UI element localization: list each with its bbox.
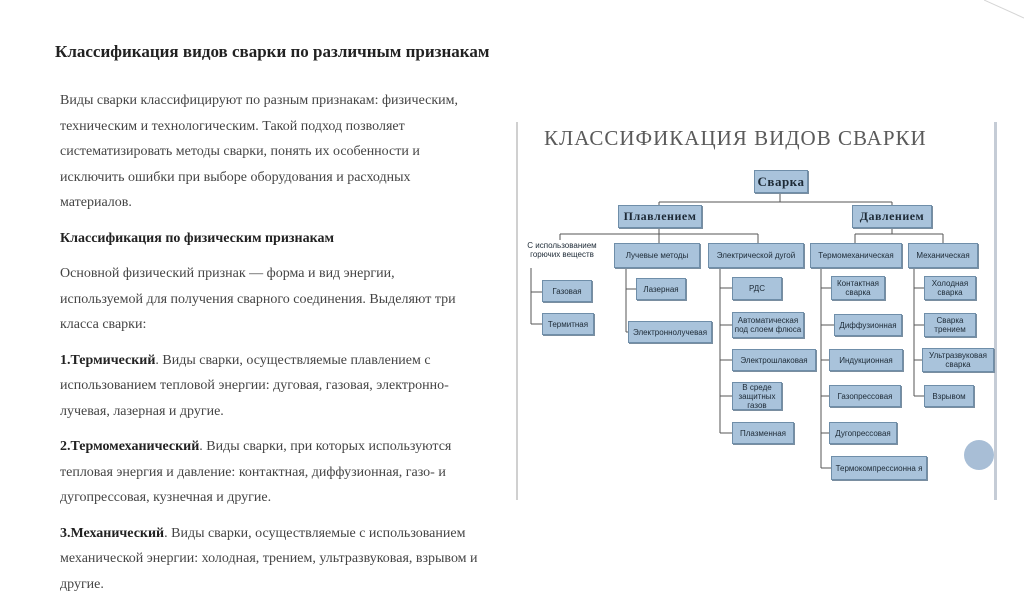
leaf-ultrasonic: Ультразвуковая сварка (922, 348, 994, 372)
node-pressure: Давлением (852, 205, 932, 228)
item-mechanical: 3.Механический. Виды сварки, осуществляемые с использованием механической энергии: холодная, трением, ультразвуковая, взрывом и другие. (60, 525, 478, 592)
page-title: Классификация видов сварки по различным признакам (55, 42, 490, 61)
leaf-ebeam: Электроннолучевая (628, 321, 712, 343)
leaf-contact: Контактная сварка (831, 276, 885, 300)
leaf-rds: РДС (732, 277, 782, 300)
classification-diagram (516, 122, 997, 500)
intro-paragraph: Виды сварки классифицируют по разным признакам: физическим, техническим и технологическим. Такой подход позволяет систематизировать методы сварки, понять их особенности и исключить ошибки при выборе оборудования и расходных материалов. (60, 93, 459, 210)
leaf-arcpress: Дугопрессовая (829, 422, 897, 444)
item-thermomechanical: 2.Термомеханический. Виды сварки, при которых используются тепловая энергия и давление: контактная, диффузионная, газо- и дугопрессовая, кузнечная и другие. (60, 439, 452, 505)
node-root: Сварка (754, 170, 808, 193)
corner-decoration (984, 0, 1024, 20)
leaf-plasma: Плазменная (732, 422, 794, 444)
leaf-friction: Сварка трением (924, 313, 976, 337)
leaf-gas: Газовая (542, 280, 592, 302)
body-text (60, 88, 480, 607)
group-beam: Лучевые методы (614, 243, 700, 268)
leaf-diffusion: Диффузионная (834, 314, 902, 336)
group-mechanical: Механическая (908, 243, 978, 268)
leaf-shielded: В среде защитных газов (732, 382, 782, 410)
leaf-induction: Индукционная (829, 349, 903, 371)
diagram-title: КЛАССИФИКАЦИЯ ВИДОВ СВАРКИ (544, 126, 927, 150)
leaf-auto-flux: Автоматическая под слоем флюса (732, 312, 804, 338)
physical-paragraph: Основной физический признак — форма и вид энергии, используемой для получения сварного соединения. Выделяют три класса сварки: (60, 266, 456, 332)
node-melting: Плавлением (618, 205, 702, 228)
leaf-gaspress: Газопрессовая (829, 385, 901, 407)
item-thermal: 1.Термический. Виды сварки, осуществляемые плавлением с использованием тепловой энергии: дуговая, газовая, электронно-лучевая, лазерная и другие. (60, 352, 449, 419)
group-arc: Электрической дугой (708, 243, 804, 268)
leaf-thermocompress: Термокомпрессионна я (831, 456, 927, 480)
decorative-circle (964, 440, 994, 470)
group-thermomech: Термомеханическая (810, 243, 902, 268)
leaf-electroslag: Электрошлаковая (732, 349, 816, 371)
leaf-laser: Лазерная (636, 278, 686, 300)
leaf-thermite: Термитная (542, 313, 594, 335)
leaf-explosion: Взрывом (924, 385, 974, 407)
group-combustible: С использованием горючих веществ (520, 241, 604, 265)
leaf-cold: Холодная сварка (924, 276, 976, 300)
physical-subheading: Классификация по физическим признакам (60, 230, 334, 246)
